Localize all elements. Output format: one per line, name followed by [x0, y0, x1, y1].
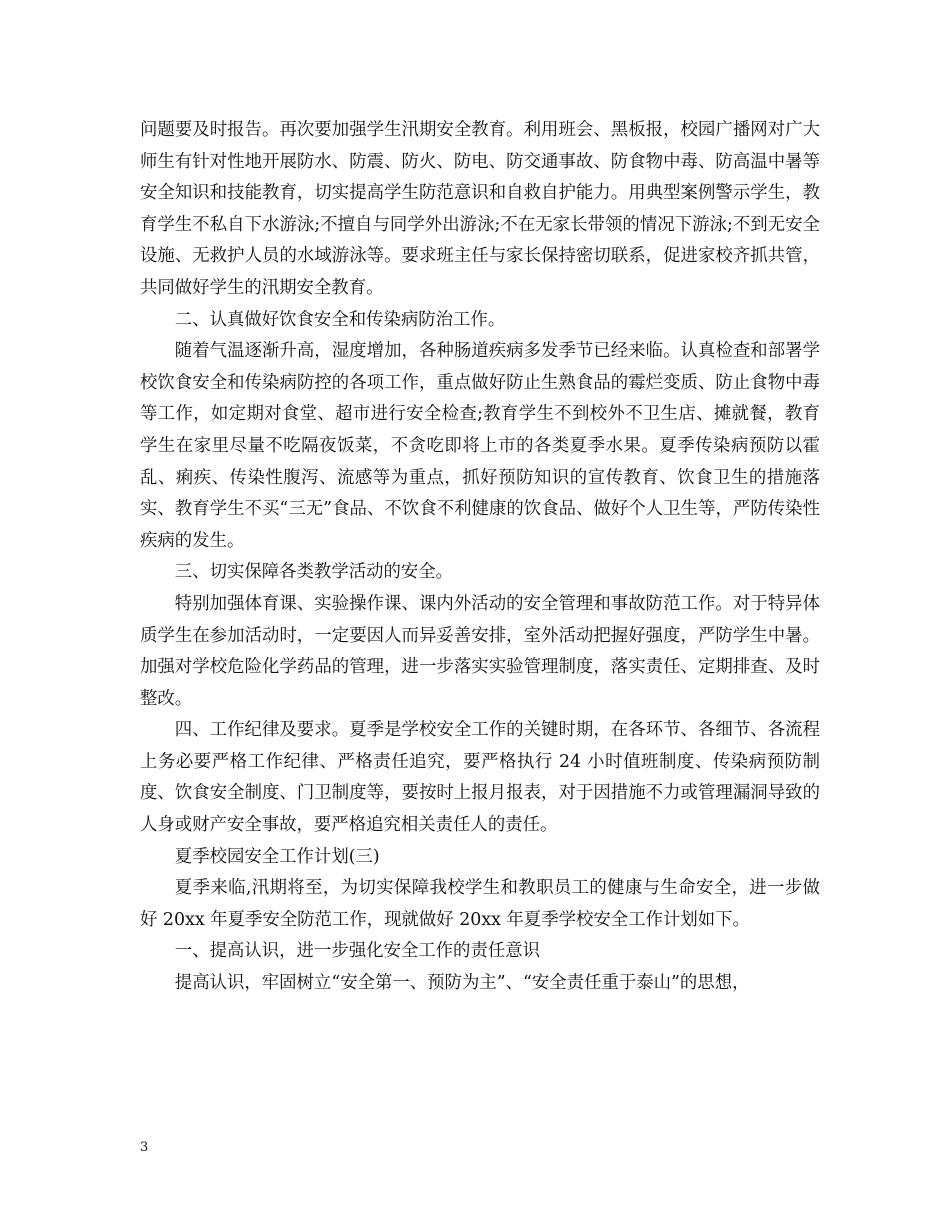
- plan-title-three: 夏季校园安全工作计划(三): [174, 846, 380, 867]
- section-heading-teaching-activities: 三、切实保障各类教学活动的安全。: [174, 562, 454, 583]
- section-heading-awareness: 一、提高认识，进一步强化安全工作的责任意识: [174, 941, 541, 962]
- paragraph-food-safety: 随着气温逐渐升高，湿度增加，各种肠道疾病多发季节已经来临。认真检查和部署学校饮食安全和传染病防控的各项工作，重点做好防止生熟食品的霉烂变质、防止食物中毒等工作，如定期对食堂、超市进行安全检查;教育学生不到校外不卫生店、摊就餐，教育学生在家里尽量不吃隔夜饭菜，不贪吃即将上市的各类夏季水果。夏季传染病预防以霍乱、痢疾、传染性腹泻、流感等为重点，抓好预防知识的宣传教育、饮食卫生的措施落实、教育学生不买“三无”食品、不饮食不利健康的饮食品、做好个人卫生等，严防传染性疾病的发生。: [140, 341, 820, 551]
- paragraph-continuation: 问题要及时报告。再次要加强学生汛期安全教育。利用班会、黑板报，校园广播网对广大师生有针对性地开展防水、防震、防火、防电、防交通事故、防食物中毒、防高温中暑等安全知识和技能教育，切实提高学生防范意识和自救自护能力。用典型案例警示学生，教育学生不私自下水游泳;不擅自与同学外出游泳;不在无家长带领的情况下游泳;不到无安全设施、无救护人员的水域游泳等。要求班主任与家长保持密切联系，促进家校齐抓共管，共同做好学生的汛期安全教育。: [140, 120, 820, 298]
- paragraph-awareness: 提高认识，牢固树立“安全第一、预防为主”、“安全责任重于泰山”的思想，: [174, 973, 750, 994]
- section-heading-food-safety: 二、认真做好饮食安全和传染病防治工作。: [174, 309, 506, 330]
- paragraph-teaching-activities: 特别加强体育课、实验操作课、课内外活动的安全管理和事故防范工作。对于特异体质学生在参加活动时，一定要因人而异妥善安排，室外活动把握好强度，严防学生中暑。加强对学校危险化学药品的管理，进一步落实实验管理制度，落实责任、定期排查、及时整改。: [140, 593, 820, 709]
- paragraph-plan-intro: 夏季来临,汛期将至，为切实保障我校学生和教职员工的健康与生命安全，进一步做好 20xx 年夏季安全防范工作，现就做好 20xx 年夏季学校安全工作计划如下。: [140, 878, 820, 930]
- document-body: [140, 115, 820, 1000]
- paragraph-work-discipline: 四、工作纪律及要求。夏季是学校安全工作的关键时期，在各环节、各细节、各流程上务必要严格工作纪律、严格责任追究，要严格执行 24 小时值班制度、传染病预防制度、饮食安全制度、门卫制度等，要按时上报月报表，对于因措施不力或管理漏洞导致的人身或财产安全事故，要严格追究相关责任人的责任。: [140, 720, 820, 836]
- page-number: 3: [140, 1140, 149, 1155]
